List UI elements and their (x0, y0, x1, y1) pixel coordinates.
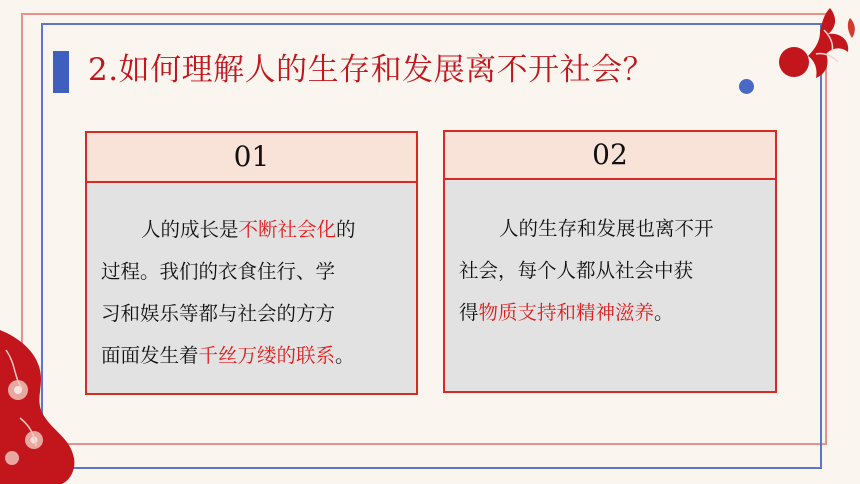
plum-blossom-icon (790, 6, 860, 86)
text-segment: 得 (459, 301, 479, 324)
highlight-text: 不断社会化 (238, 218, 337, 241)
highlight-text: 物质支持和精神滋养 (478, 301, 655, 324)
highlight-text: 千丝万缕的联系 (198, 344, 336, 367)
text-line (101, 209, 402, 251)
card-number: 01 (87, 133, 416, 183)
card-number: 02 (445, 132, 775, 180)
text-segment: 的 (336, 218, 356, 241)
text-segment: 面面发生着 (101, 344, 199, 367)
text-line: 过程。我们的衣食住行、学 (101, 260, 336, 283)
text-line (459, 292, 761, 334)
blue-circle-decoration (739, 79, 754, 94)
slide-title: 2.如何理解人的生存和发展离不开社会？ (88, 52, 655, 88)
plum-blossom-icon (0, 330, 80, 484)
card-02 (443, 130, 777, 393)
text-segment: 。 (654, 301, 674, 324)
text-line: 习和娱乐等都与社会的方方 (101, 302, 336, 325)
text-line (101, 335, 402, 377)
card-text (445, 180, 775, 334)
text-line: 人的生存和发展也离不开 (499, 217, 714, 240)
text-segment: 人的成长是 (141, 218, 239, 241)
title-accent-bar (53, 51, 69, 93)
card-text (87, 183, 416, 377)
text-line: 社会，每个人都从社会中获 (459, 259, 694, 282)
text-segment: 。 (335, 344, 355, 367)
card-01 (85, 131, 418, 395)
